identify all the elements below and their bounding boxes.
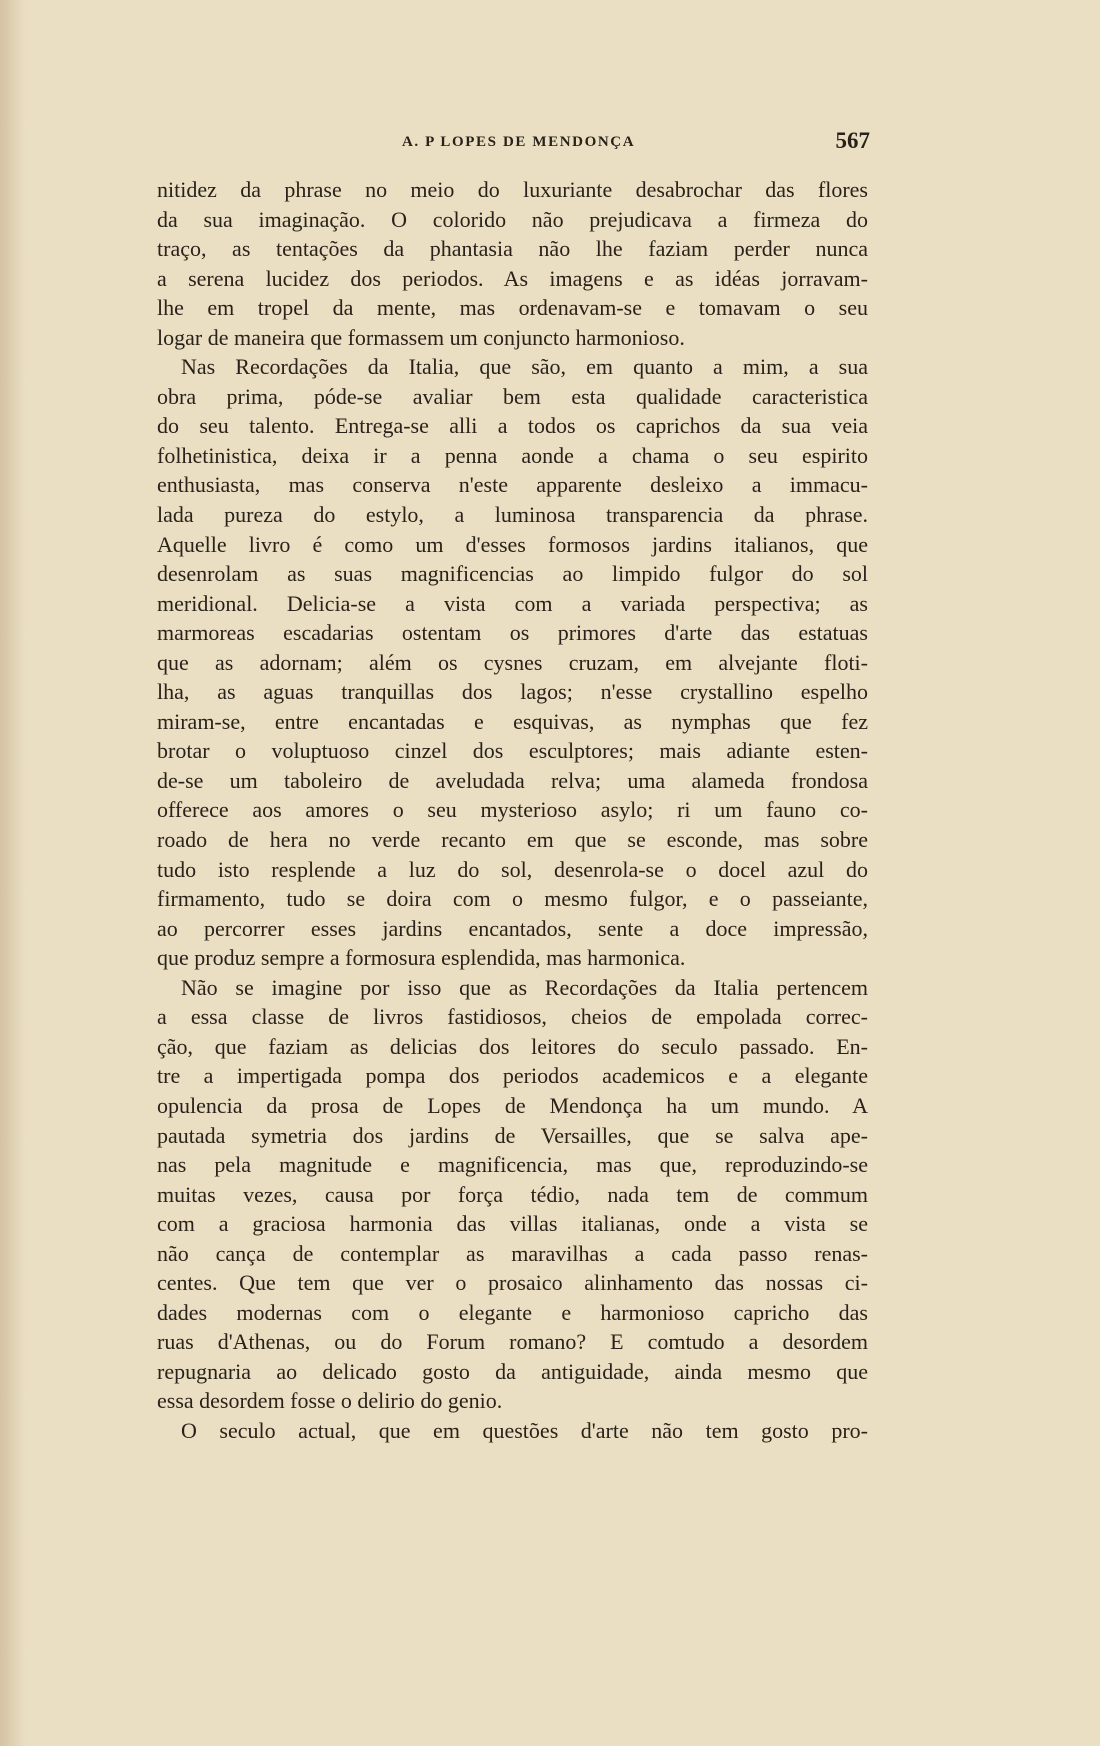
text-line: meridional. Delicia-se a vista com a variada perspectiva; as <box>157 590 868 616</box>
text-line: tudo isto resplende a luz do sol, desenrola-se o docel azul do <box>157 856 868 882</box>
text-line: que produz sempre a formosura esplendida, mas harmonica. <box>157 945 686 971</box>
text-line: logar de maneira que formassem um conjuncto harmonioso. <box>157 324 685 350</box>
paragraph-start-line: O seculo actual, que em questões d'arte não tem gosto pro- <box>181 1417 868 1443</box>
running-title: A. P LOPES DE MENDONÇA <box>402 134 636 150</box>
text-line: ruas d'Athenas, ou do Forum romano? E comtudo a desordem <box>157 1329 868 1355</box>
text-line: Aquelle livro é como um d'esses formosos jardins italianos, que <box>157 531 868 557</box>
text-line: muitas vezes, causa por força tédio, nada tem de commum <box>157 1181 868 1207</box>
text-line: do seu talento. Entrega-se alli a todos os caprichos da sua veia <box>157 413 868 439</box>
text-line: dades modernas com o elegante e harmonioso capricho das <box>157 1299 868 1325</box>
text-line: miram-se, entre encantadas e esquivas, as nymphas que fez <box>157 708 868 734</box>
text-line: firmamento, tudo se doira com o mesmo fulgor, e o passeiante, <box>157 886 868 912</box>
text-line: ção, que faziam as delicias dos leitores do seculo passado. En- <box>157 1033 868 1059</box>
text-line: brotar o voluptuoso cinzel dos esculptores; mais adiante esten- <box>157 738 868 764</box>
text-line: essa desordem fosse o delirio do genio. <box>157 1388 503 1414</box>
text-line: nitidez da phrase no meio do luxuriante desabrochar das flores <box>157 177 868 202</box>
text-line: de-se um taboleiro de aveludada relva; uma alameda frondosa <box>157 767 868 793</box>
page-header <box>150 128 870 158</box>
text-line: a serena lucidez dos periodos. As imagens e as idéas jorravam- <box>157 265 868 291</box>
text-line: centes. Que tem que ver o prosaico alinhamento das nossas ci- <box>157 1270 868 1296</box>
text-line: nas pela magnitude e magnificencia, mas que, reproduzindo-se <box>157 1152 868 1178</box>
text-line: offerece aos amores o seu mysterioso asylo; ri um fauno co- <box>157 797 868 823</box>
text-line: marmoreas escadarias ostentam os primores d'arte das estatuas <box>157 620 868 646</box>
text-line: pautada symetria dos jardins de Versailles, que se salva ape- <box>157 1122 868 1148</box>
text-line: obra prima, póde-se avaliar bem esta qualidade caracteristica <box>157 383 868 409</box>
text-line: ao percorrer esses jardins encantados, sente a doce impressão, <box>157 915 868 941</box>
text-line: desenrolam as suas magnificencias ao limpido fulgor do sol <box>157 561 868 587</box>
paragraph-start-line: Nas Recordações da Italia, que são, em quanto a mim, a sua <box>181 354 868 380</box>
paragraph-start-line: Não se imagine por isso que as Recordações da Italia pertencem <box>181 974 868 1000</box>
text-line: roado de hera no verde recanto em que se esconde, mas sobre <box>157 827 868 853</box>
text-line: a essa classe de livros fastidiosos, cheios de empolada correc- <box>157 1004 868 1030</box>
text-line: folhetinistica, deixa ir a penna aonde a chama o seu espirito <box>157 442 868 468</box>
body-text <box>157 175 868 1446</box>
page-number: 567 <box>835 128 870 153</box>
text-line: com a graciosa harmonia das villas italianas, onde a vista se <box>157 1211 868 1237</box>
text-line: opulencia da prosa de Lopes de Mendonça ha um mundo. A <box>157 1092 868 1118</box>
text-line: da sua imaginação. O colorido não prejudicava a firmeza do <box>157 206 868 232</box>
text-line: repugnaria ao delicado gosto da antiguidade, ainda mesmo que <box>157 1358 868 1384</box>
text-line: traço, as tentações da phantasia não lhe faziam perder nunca <box>157 236 868 262</box>
text-line: que as adornam; além os cysnes cruzam, em alvejante floti- <box>157 649 868 675</box>
text-line: lha, as aguas tranquillas dos lagos; n'esse crystallino espelho <box>157 679 868 705</box>
text-line: tre a impertigada pompa dos periodos academicos e a elegante <box>157 1063 868 1089</box>
text-line: lada pureza do estylo, a luminosa transparencia da phrase. <box>157 502 868 528</box>
page-edge-shadow <box>0 0 26 1746</box>
text-line: não cança de contemplar as maravilhas a cada passo renas- <box>157 1240 868 1266</box>
text-line: lhe em tropel da mente, mas ordenavam-se e tomavam o seu <box>157 295 868 321</box>
text-line: enthusiasta, mas conserva n'este apparente desleixo a immacu- <box>157 472 868 498</box>
